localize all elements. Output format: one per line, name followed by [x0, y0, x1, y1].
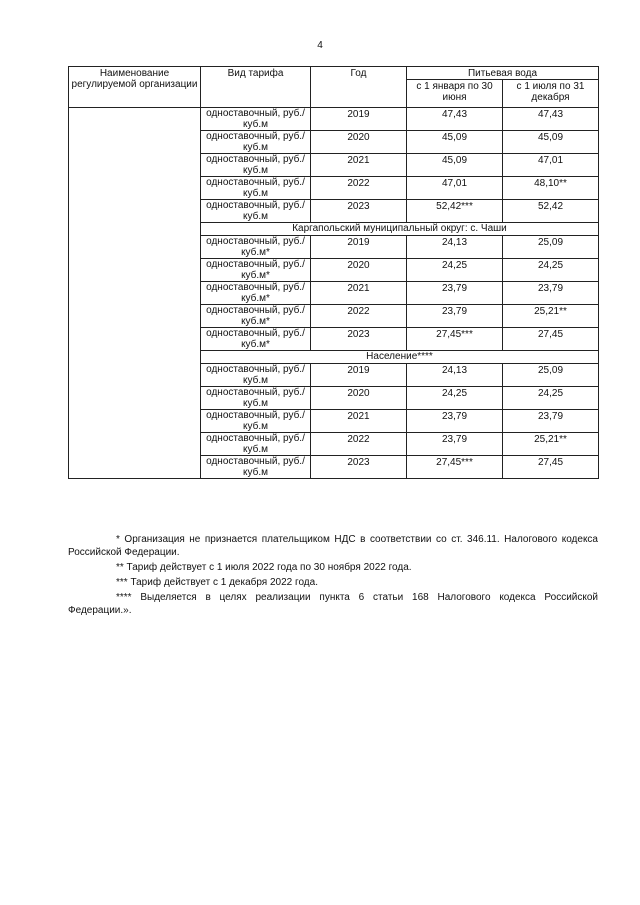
value-cell: 23,79 — [407, 282, 503, 305]
value-cell: 45,09 — [503, 131, 599, 154]
header-tariff: Вид тарифа — [201, 67, 311, 108]
value-cell: 25,21** — [503, 305, 599, 328]
value-cell: 23,79 — [407, 305, 503, 328]
footnote: *** Тариф действует с 1 декабря 2022 года. — [116, 577, 318, 588]
value-cell: 24,13 — [407, 236, 503, 259]
year-cell: 2023 — [311, 200, 407, 223]
value-cell: 23,79 — [503, 282, 599, 305]
value-cell: 24,25 — [503, 259, 599, 282]
tariff-cell: одноставочный, руб./куб.м* — [201, 236, 311, 259]
tariff-cell: одноставочный, руб./куб.м — [201, 154, 311, 177]
value-cell: 24,25 — [503, 387, 599, 410]
footnote: **** Выделяется в целях реализации пункта 6 статьи 168 Налогового кодекса Российской Федерации.». — [68, 592, 598, 616]
value-cell: 27,45*** — [407, 328, 503, 351]
value-cell: 47,43 — [503, 108, 599, 131]
header-water: Питьевая вода — [407, 67, 599, 80]
value-cell: 23,79 — [503, 410, 599, 433]
value-cell: 25,09 — [503, 236, 599, 259]
value-cell: 48,10** — [503, 177, 599, 200]
tariff-cell: одноставочный, руб./куб.м — [201, 387, 311, 410]
footnote: * Организация не признается плательщиком НДС в соответствии со ст. 346.11. Налогового кодекса Российской Федерации. — [68, 534, 598, 558]
section-title: Каргапольский муниципальный округ: с. Чаши — [201, 223, 599, 236]
year-cell: 2022 — [311, 305, 407, 328]
year-cell: 2019 — [311, 364, 407, 387]
value-cell: 23,79 — [407, 433, 503, 456]
value-cell: 52,42*** — [407, 200, 503, 223]
year-cell: 2022 — [311, 433, 407, 456]
tariff-cell: одноставочный, руб./куб.м — [201, 410, 311, 433]
page-number: 4 — [317, 40, 323, 51]
tariff-cell: одноставочный, руб./куб.м — [201, 433, 311, 456]
value-cell: 24,25 — [407, 259, 503, 282]
tariff-cell: одноставочный, руб./куб.м — [201, 108, 311, 131]
header-year: Год — [311, 67, 407, 108]
year-cell: 2021 — [311, 282, 407, 305]
tariff-cell: одноставочный, руб./куб.м — [201, 177, 311, 200]
value-cell: 45,09 — [407, 131, 503, 154]
year-cell: 2019 — [311, 236, 407, 259]
value-cell: 24,25 — [407, 387, 503, 410]
value-cell: 47,43 — [407, 108, 503, 131]
tariff-cell: одноставочный, руб./куб.м* — [201, 259, 311, 282]
header-period2: с 1 июля по 31 декабря — [503, 80, 599, 108]
tariff-cell: одноставочный, руб./куб.м — [201, 364, 311, 387]
year-cell: 2020 — [311, 387, 407, 410]
tariff-cell: одноставочный, руб./куб.м* — [201, 328, 311, 351]
value-cell: 45,09 — [407, 154, 503, 177]
value-cell: 47,01 — [407, 177, 503, 200]
value-cell: 27,45 — [503, 328, 599, 351]
header-period1: с 1 января по 30 июня — [407, 80, 503, 108]
tariff-table — [68, 66, 599, 479]
tariff-cell: одноставочный, руб./куб.м — [201, 456, 311, 479]
year-cell: 2021 — [311, 154, 407, 177]
value-cell: 25,21** — [503, 433, 599, 456]
tariff-cell: одноставочный, руб./куб.м — [201, 131, 311, 154]
tariff-cell: одноставочный, руб./куб.м — [201, 200, 311, 223]
footnote: ** Тариф действует с 1 июля 2022 года по 30 ноября 2022 года. — [116, 562, 412, 573]
year-cell: 2021 — [311, 410, 407, 433]
year-cell: 2020 — [311, 259, 407, 282]
header-org: Наименование регулируемой организации — [69, 67, 201, 108]
tariff-cell: одноставочный, руб./куб.м* — [201, 305, 311, 328]
value-cell: 25,09 — [503, 364, 599, 387]
value-cell: 52,42 — [503, 200, 599, 223]
value-cell: 23,79 — [407, 410, 503, 433]
year-cell: 2019 — [311, 108, 407, 131]
year-cell: 2023 — [311, 328, 407, 351]
year-cell: 2022 — [311, 177, 407, 200]
year-cell: 2020 — [311, 131, 407, 154]
tariff-cell: одноставочный, руб./куб.м* — [201, 282, 311, 305]
table-row — [69, 108, 599, 131]
value-cell: 47,01 — [503, 154, 599, 177]
section-title: Население**** — [201, 351, 599, 364]
org-name-cell — [69, 108, 201, 479]
value-cell: 27,45 — [503, 456, 599, 479]
value-cell: 27,45*** — [407, 456, 503, 479]
footnotes — [68, 533, 598, 619]
value-cell: 24,13 — [407, 364, 503, 387]
year-cell: 2023 — [311, 456, 407, 479]
